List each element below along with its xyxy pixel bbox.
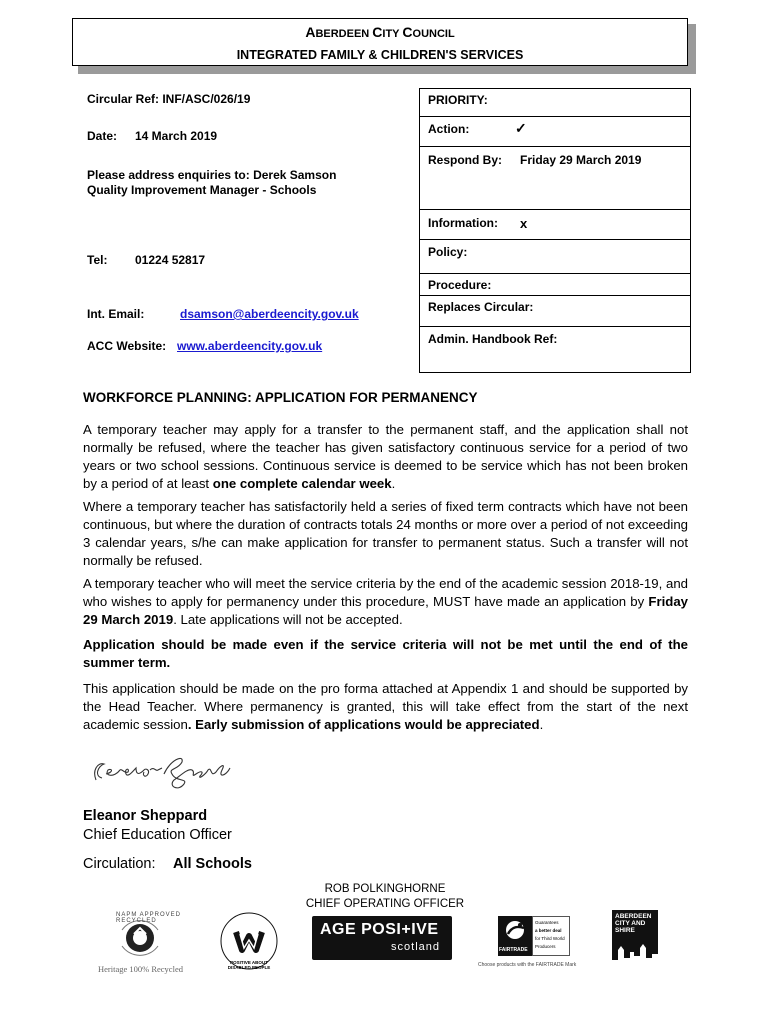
signature-script <box>84 748 92 749</box>
procedure-label: Procedure: <box>428 278 492 292</box>
priority-divider <box>420 116 690 117</box>
header-line2: INTEGRATED FAMILY & CHILDREN'S SERVICES <box>236 48 524 62</box>
age-positive-logo <box>312 916 452 960</box>
respond-value: Friday 29 March 2019 <box>520 153 642 167</box>
circulation-label: Circulation: <box>83 856 156 872</box>
header-box <box>72 18 688 66</box>
date-label: Date: <box>87 129 118 143</box>
napm-logo-text: NAPM APPROVED RECYCLED <box>116 912 182 924</box>
disability-positive-logo <box>218 910 280 972</box>
aberdeen-city-shire-logo: ABERDEEN CITY AND SHIRE <box>612 910 658 970</box>
fairtrade-caption: Choose products with the FAIRTRADE Mark <box>478 962 577 968</box>
footer-officer <box>270 882 500 912</box>
enquiries-line1: Please address enquiries to: Derek Samson <box>87 168 337 182</box>
procedure-divider <box>420 295 690 296</box>
action-label: Action: <box>428 122 470 136</box>
fairtrade-mark-icon <box>498 916 532 956</box>
tel-value: 01224 52817 <box>135 253 206 267</box>
signatory-role: Chief Education Officer <box>83 827 232 843</box>
paragraph-3: A temporary teacher who will meet the service criteria by the end of the academic session 2018-19, and who wishes to apply for permanency under this procedure, MUST have made an application by Friday 29 March 2019. Late applications will not be accepted. <box>83 576 688 627</box>
disability-logo-text: POSITIVE ABOUT DISABLED PEOPLE <box>227 960 271 970</box>
napm-recycled-logo <box>98 910 208 978</box>
fairtrade-guarantee-box: Guarantees a better deal for Third World Producers <box>532 916 570 956</box>
respond-label: Respond By: <box>428 153 503 167</box>
email-label: Int. Email: <box>87 307 145 321</box>
paragraph-1: A temporary teacher may apply for a transfer to the permanent staff, and the application shall not normally be refused, where the teacher has given satisfactory continuous service for a period of two years or two school sessions. Continuous service is deemed to be service which has not been broken by a period of at least one complete calendar week. <box>83 422 688 491</box>
information-divider <box>420 239 690 240</box>
footer-officer-role: CHIEF OPERATING OFFICER <box>305 898 465 910</box>
circular-ref: Circular Ref: INF/ASC/026/19 <box>87 92 251 106</box>
priority-label: PRIORITY: <box>428 93 488 107</box>
replaces-divider <box>420 326 690 327</box>
napm-logo-caption: Heritage 100% Recycled <box>98 964 183 974</box>
document-title: WORKFORCE PLANNING: APPLICATION FOR PERMANENCY <box>83 390 478 405</box>
policy-divider <box>420 273 690 274</box>
replaces-label: Replaces Circular: <box>428 300 534 314</box>
priority-box <box>419 88 691 373</box>
paragraph-5: This application should be made on the pro forma attached at Appendix 1 and should be supported by the Head Teacher. Where permanency is granted, this will take effect from the start of the next academic session. Early submission of applications would be appreciated. <box>83 681 688 732</box>
header-line1: ABERDEEN CITY COUNCIL <box>305 24 455 40</box>
age-positive-title: AGE POSI+IVE <box>320 921 439 938</box>
signatory-name: Eleanor Sheppard <box>83 808 208 824</box>
enquiries-line2: Quality Improvement Manager - Schools <box>87 183 317 197</box>
paragraph-2: Where a temporary teacher has satisfactorily held a series of fixed term contracts which have not been continuous, but where the duration of contracts totals 24 months or more over a period of not exceeding 3 calendar years, s/he can make application for transfer to permanent status. Such a transfer will not normally be refused. <box>83 499 688 568</box>
tel-label: Tel: <box>87 253 108 267</box>
email-link[interactable]: dsamson@aberdeencity.gov.uk <box>180 307 359 321</box>
website-link[interactable]: www.aberdeencity.gov.uk <box>177 339 323 353</box>
website-label: ACC Website: <box>87 339 167 353</box>
date-value: 14 March 2019 <box>135 129 218 143</box>
circulation-value: All Schools <box>173 856 252 872</box>
footer-officer-name: ROB POLKINGHORNE <box>324 883 446 895</box>
action-divider <box>420 146 690 147</box>
signature-image <box>84 748 234 796</box>
paragraph-4: Application should be made even if the service criteria will not be met until the end of the summer term. <box>83 637 688 670</box>
fairtrade-label: FAIRTRADE <box>499 947 528 953</box>
information-label: Information: <box>428 216 498 230</box>
information-mark: x <box>520 216 528 231</box>
action-check-icon: ✓ <box>515 120 527 136</box>
respond-divider <box>420 209 690 210</box>
age-positive-subtitle: scotland <box>391 941 440 953</box>
handbook-label: Admin. Handbook Ref: <box>428 332 558 346</box>
policy-label: Policy: <box>428 245 468 259</box>
fairtrade-logo <box>478 910 608 974</box>
